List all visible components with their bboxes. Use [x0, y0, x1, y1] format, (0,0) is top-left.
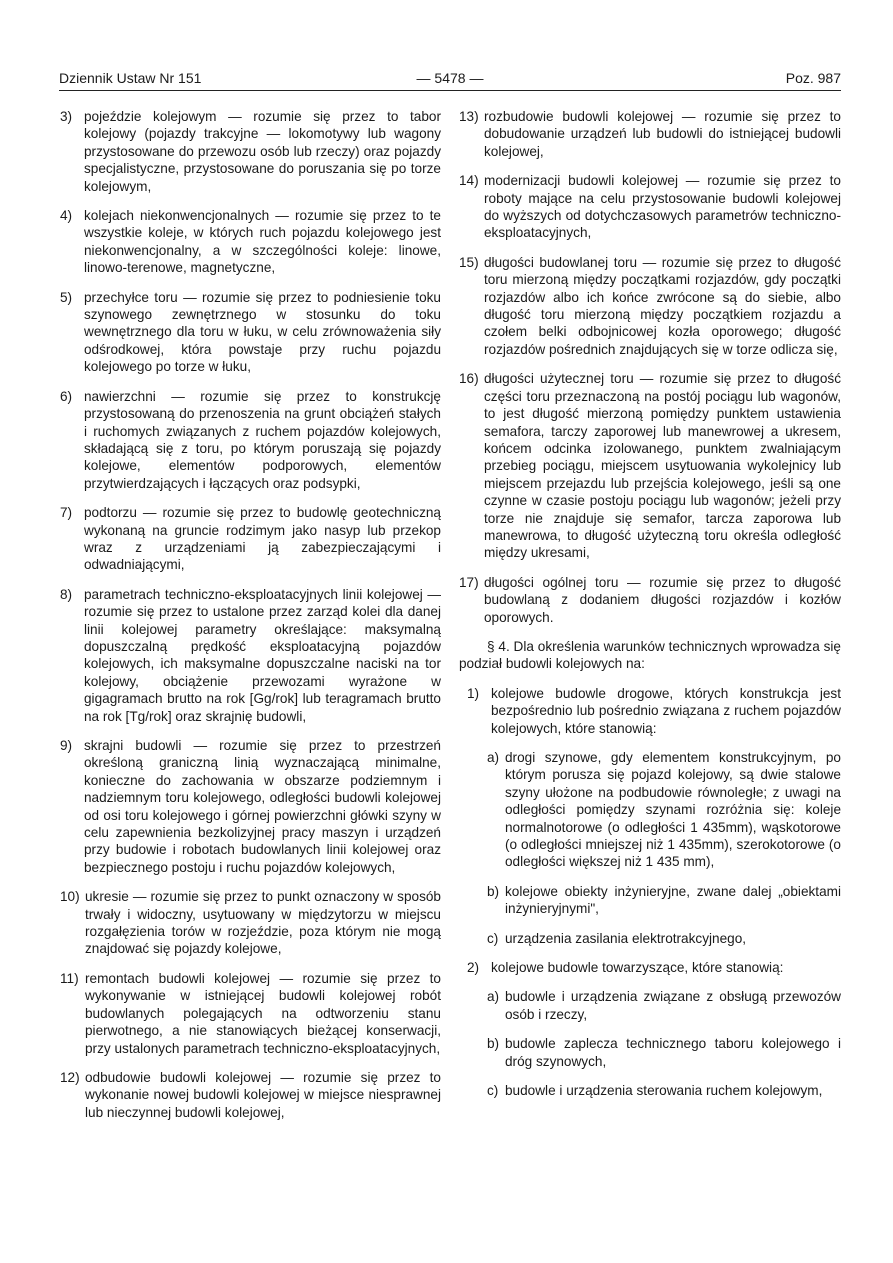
definition-item — [60, 289, 441, 376]
right-column — [459, 108, 841, 1112]
item-text: odbudowie budowli kolejowej — rozumie się przez to wykonanie nowej budowli kolejowej w miejsce niesprawnej lub nieczynnej budowli kolejowej, — [85, 1069, 441, 1120]
item-text: budowle i urządzenia związane z obsługą przewozów osób i rzeczy, — [505, 989, 841, 1022]
item-text: urządzenia zasilania elektrotrakcyjnego, — [505, 930, 747, 946]
group-number: 1) — [467, 685, 480, 701]
definition-item — [60, 888, 441, 958]
letter: a) — [487, 750, 500, 765]
item-number: 10) — [60, 889, 80, 905]
definition-item — [60, 586, 441, 725]
definition-item — [60, 504, 441, 574]
item-text: parametrach techniczno-eksploatacyjnych linii kolejowej — rozumie się przez to ustalone przez zarząd kolei dla danej linii kolejowej parametry określające: maksymalną dopuszczalną prędkość eksploatacyjną pojazdów kolejowych, ich maksymalne dopuszczalne naciski na tor kolejowy, obciążenie przewozami wyrażone w gigagramach brutto na rok [Gg/rok] lub teragramach brutto na rok [Tg/rok] oraz skrajnię budowli, — [84, 586, 441, 724]
item-text: długości użytecznej toru — rozumie się przez to długość części toru przeznaczoną na postój pociągu lub wagonów, to jest długość mierzoną pomiędzy punktem ustawienia semafora, tarczy zaporowej lub manewrowej a ukresem, końcem odcinka izolowanego, punktem zwalniającym przebieg pociągu, miejscem usytuowania wykolejnicy lub miejscem przejazdu lub przejścia kolejowego, jeśli są one czynne w czasie postoju pociągu lub wagonów; jeżeli przy torze nie znajduje się semafor, tarcza zaporowa lub manewrowa, to długość użyteczną toru określa odległość między ukresami, — [484, 371, 841, 561]
item-text: ukresie — rozumie się przez to punkt oznaczony w sposób trwały i widoczny, usytuowany w międzytorzu w miejscu rozgałęzienia torów w rozjeździe, poza którym nie mogą znajdować się pojazdy kolejowe, — [85, 889, 441, 957]
definition-item — [60, 970, 441, 1057]
page-header — [59, 68, 841, 91]
item-number: 13) — [459, 109, 479, 124]
definition-item — [459, 370, 841, 561]
letter: c) — [487, 930, 499, 946]
item-number: 3) — [60, 109, 73, 124]
building-group-2 — [467, 959, 841, 976]
item-text: budowle i urządzenia sterowania ruchem kolejowym, — [505, 1083, 823, 1099]
letter: a) — [487, 989, 500, 1005]
item-text: budowle zaplecza technicznego taboru kolejowego i dróg szynowych, — [505, 1036, 841, 1069]
definition-item — [459, 574, 841, 626]
item-text: rozbudowie budowli kolejowej — rozumie się przez to dobudowanie urządzeń lub budowli do istniejącej budowli kolejowej, — [484, 109, 841, 159]
letter: c) — [487, 1083, 499, 1099]
definition-item — [459, 172, 841, 242]
item-number: 9) — [60, 738, 73, 753]
item-text: długości ogólnej toru — rozumie się przez to długość budowlaną z dodaniem długości rozjazdów i kozłów oporowych. — [484, 574, 841, 625]
left-column — [60, 108, 441, 1133]
definition-item — [60, 1069, 441, 1121]
item-text: modernizacji budowli kolejowej — rozumie się przez to roboty mające na celu przystosowanie budowli kolejowej do wyższych od dotychczasowych parametrów techniczno-eksploatacyjnych, — [484, 173, 841, 241]
definition-item — [459, 254, 841, 358]
letter: b) — [487, 883, 500, 899]
definition-item — [60, 737, 441, 876]
item-text: kolejach niekonwencjonalnych — rozumie się przez to te wszystkie koleje, w których ruch pojazdu kolejowego jest niekonwencjonalny, a w szczególności koleje: linowe, linowo-terenowe, magnetyczne, — [84, 208, 441, 276]
item-number: 16) — [459, 371, 479, 387]
group-1-item-a — [487, 749, 841, 871]
item-number: 12) — [60, 1069, 80, 1085]
item-text: pojeździe kolejowym — rozumie się przez to tabor kolejowy (pojazdy trakcyjne — lokomotywy lub wagony przystosowane do przewozu osób lub rzeczy) oraz pojazdy specjalistyczne, przystosowane do poruszania się po torze kolejowym, — [84, 109, 441, 194]
letter: b) — [487, 1036, 500, 1052]
item-text: podtorzu — rozumie się przez to budowlę geotechniczną wykonaną na gruncie rodzimym jako nasyp lub przekop wraz z urządzeniami ją zabezpieczającymi i odwadniającymi, — [84, 505, 441, 573]
group-text: kolejowe budowle towarzyszące, które stanowią: — [491, 960, 784, 976]
item-text: przechyłce toru — rozumie się przez to podniesienie toku szynowego zewnętrznego w stosunku do toku wewnętrznego dla toru w łuku, w celu zrównoważenia siły odśrodkowej, która powstaje przy ruchu pojazdu kolejowego po torze w łuku, — [84, 289, 441, 375]
item-text: kolejowe obiekty inżynieryjne, zwane dalej „obiektami inżynieryjnymi", — [505, 883, 841, 917]
position-number: Poz. 987 — [785, 70, 841, 86]
group-text: kolejowe budowle drogowe, których konstrukcja jest bezpośrednio lub pośrednio związana z ruchem pojazdów kolejowych, które stanowią: — [491, 685, 841, 736]
item-number: 15) — [459, 254, 479, 270]
item-text: remontach budowli kolejowej — rozumie się przez to wykonywanie w istniejącej budowli kolejowej robót budowlanych polegających na odtworzeniu stanu pierwotnego, a nie stanowiących bieżącej konserwacji, przy ustalonych parametrach techniczno-eksploatacyjnych, — [85, 970, 441, 1056]
item-number: 5) — [60, 289, 73, 305]
group-2-item-c — [487, 1082, 841, 1099]
item-number: 8) — [60, 586, 73, 602]
group-2-item-b — [487, 1035, 841, 1070]
journal-title: Dziennik Ustaw Nr 151 — [59, 70, 202, 86]
group-1-item-c — [487, 930, 841, 947]
definition-item — [60, 207, 441, 277]
group-1-item-b — [487, 883, 841, 918]
building-group-1 — [467, 685, 841, 737]
definition-item — [60, 388, 441, 492]
item-number: 17) — [459, 574, 479, 590]
item-number: 6) — [60, 388, 73, 404]
definition-item — [459, 108, 841, 160]
item-number: 11) — [60, 970, 79, 986]
page-number: — 5478 — — [416, 70, 484, 86]
group-2-item-a — [487, 988, 841, 1023]
item-text: nawierzchni — rozumie się przez to konstrukcję przystosowaną do przenoszenia na grunt obciążeń stałych i ruchomych związanych z ruchem pojazdów kolejowych, składającą się z toru, po którym poruszają się pojazdy kolejowe, elementów podporowych, elementów przytwierdzających i łączących oraz podsypki, — [84, 388, 441, 491]
item-text: długości budowlanej toru — rozumie się przez to długość toru mierzoną między początkami rozjazdów, gdy początki rozjazdów albo ich końce zwrócone są do siebie, albo długość toru mierzoną między początkiem rozjazdu a czołem belki odbojnicowej kozła oporowego; długość rozjazdów pośrednich znajdujących się w torze odlicza się, — [484, 254, 841, 357]
item-number: 7) — [60, 505, 73, 521]
item-text: skrajni budowli — rozumie się przez to przestrzeń określoną graniczną linią wyznaczającą minimalne, konieczne do zachowania w obszarze podziemnym i nadziemnym toru kolejowego, odległości budowli kolejowej od osi toru kolejowego i górnej powierzchni główki szyny w celu zapewnienia bezkolizyjnej pracy maszyn i urządzeń przy budowie i robotach budowlanych linii kolejowej oraz bezpiecznego postoju i ruchu pojazdów kolejowych, — [84, 738, 441, 875]
definition-item — [60, 108, 441, 195]
item-text: drogi szynowe, gdy elementem konstrukcyjnym, po którym porusza się pojazd kolejowy, są dwie stalowe szyny ułożone na podbudowie równoległe; z uwagi na odległości pomiędzy szynami rozróżnia się: koleje normalnotorowe (o odległości 1 435mm), wąskotorowe (o odległości mniejszej niż 1 435mm), szerokotorowe (o odległości większej niż 1 435 mm), — [505, 750, 841, 870]
group-number: 2) — [467, 960, 480, 976]
section-4-intro: § 4. Dla określenia warunków technicznych wprowadza się podział budowli kolejowych na: — [459, 638, 841, 672]
item-number: 4) — [60, 208, 73, 224]
item-number: 14) — [459, 173, 479, 189]
